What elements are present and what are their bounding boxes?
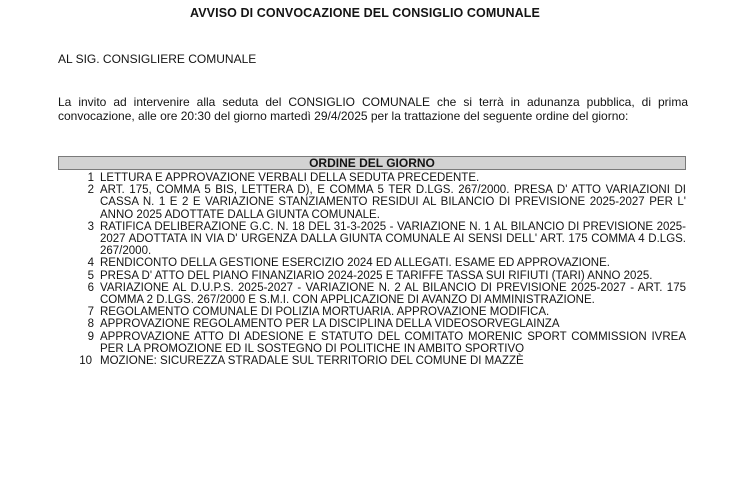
agenda-item — [58, 184, 686, 221]
agenda-item-number: 10 — [79, 355, 92, 368]
agenda-item-number: 3 — [87, 220, 94, 233]
agenda-item-text: REGOLAMENTO COMUNALE DI POLIZIA MORTUARIA. APPROVAZIONE MODIFICA. — [100, 306, 550, 319]
agenda-item-text: VARIAZIONE AL D.U.P.S. 2025-2027 - VARIAZIONE N. 2 AL BILANCIO DI PREVISIONE 2025-2027 - ART. 175 COMMA 2 D.LGS. 267/2000 E S.M.I. CON APPLICAZIONE DI AVANZO DI AMMINISTRAZIONE. — [100, 281, 686, 307]
agenda-item-number: 9 — [87, 330, 94, 343]
agenda-item-number: 1 — [87, 172, 94, 184]
agenda-item — [58, 257, 686, 269]
document-title: AVVISO DI CONVOCAZIONE DEL CONSIGLIO COMUNALE — [190, 6, 540, 20]
agenda-item-text: APPROVAZIONE ATTO DI ADESIONE E STATUTO DEL COMITATO MORENIC SPORT COMMISSION IVREA PER LA PROMOZIONE ED IL SOSTEGNO DI POLITICHE IN AMBITO SPORTIVO — [100, 330, 686, 355]
agenda-header-box — [58, 156, 686, 170]
agenda-item — [58, 172, 686, 184]
agenda-header: ORDINE DEL GIORNO — [309, 156, 435, 170]
agenda-item — [58, 221, 686, 258]
agenda-item-text: ART. 175, COMMA 5 BIS, LETTERA D), E COMMA 5 TER D.LGS. 267/2000. PRESA D' ATTO VARIAZIONI DI CASSA N. 1 E 2 E VARIAZIONE STANZIAMENTO RESIDUI AL BILANCIO DI PREVISIONE 2025-2027 PER L' ANNO 2025 ADOTTATE DALLA GIUNTA COMUNALE. — [100, 184, 686, 221]
agenda-item — [58, 318, 686, 330]
agenda-item-number: 5 — [87, 269, 94, 282]
agenda-item-text: MOZIONE: SICUREZZA STRADALE SUL TERRITORIO DEL COMUNE DI MAZZÈ — [100, 355, 524, 368]
agenda-list — [58, 172, 686, 367]
agenda-item-number: 8 — [87, 318, 94, 331]
agenda-item-number: 2 — [87, 184, 94, 197]
agenda-item-text: RATIFICA DELIBERAZIONE G.C. N. 18 DEL 31-3-2025 - VARIAZIONE N. 1 AL BILANCIO DI PREVISIONE 2025-2027 ADOTTATA IN VIA D' URGENZA DALLA GIUNTA COMUNALE AI SENSI DELL' ART. 175 COMMA 4 D.LGS. 267/2000. — [100, 220, 686, 258]
agenda-item-text: LETTURA E APPROVAZIONE VERBALI DELLA SEDUTA PRECEDENTE. — [100, 172, 480, 184]
agenda-item-number: 7 — [87, 306, 94, 319]
agenda-item-text: RENDICONTO DELLA GESTIONE ESERCIZIO 2024 ED ALLEGATI. ESAME ED APPROVAZIONE. — [100, 257, 610, 270]
agenda-item-number: 6 — [87, 281, 94, 294]
agenda-item — [58, 306, 686, 318]
addressee-line: AL SIG. CONSIGLIERE COMUNALE — [58, 52, 257, 66]
agenda-item — [58, 331, 686, 355]
agenda-item-number: 4 — [87, 257, 94, 270]
agenda-item — [58, 270, 686, 282]
agenda-item — [58, 355, 686, 367]
agenda-item-text: PRESA D' ATTO DEL PIANO FINANZIARIO 2024-2025 E TARIFFE TASSA SUI RIFIUTI (TARI) ANNO 2025. — [100, 269, 653, 282]
agenda-item-text: APPROVAZIONE REGOLAMENTO PER LA DISCIPLINA DELLA VIDEOSORVEGLAINZA — [100, 318, 560, 331]
agenda-item — [58, 282, 686, 306]
intro-paragraph: La invito ad intervenire alla seduta del CONSIGLIO COMUNALE che si terrà in adunanza pubblica, di prima convocazione, alle ore 20:30 del giorno martedì 29/4/2025 per la trattazione del seguente ordine del giorno: — [58, 95, 688, 123]
